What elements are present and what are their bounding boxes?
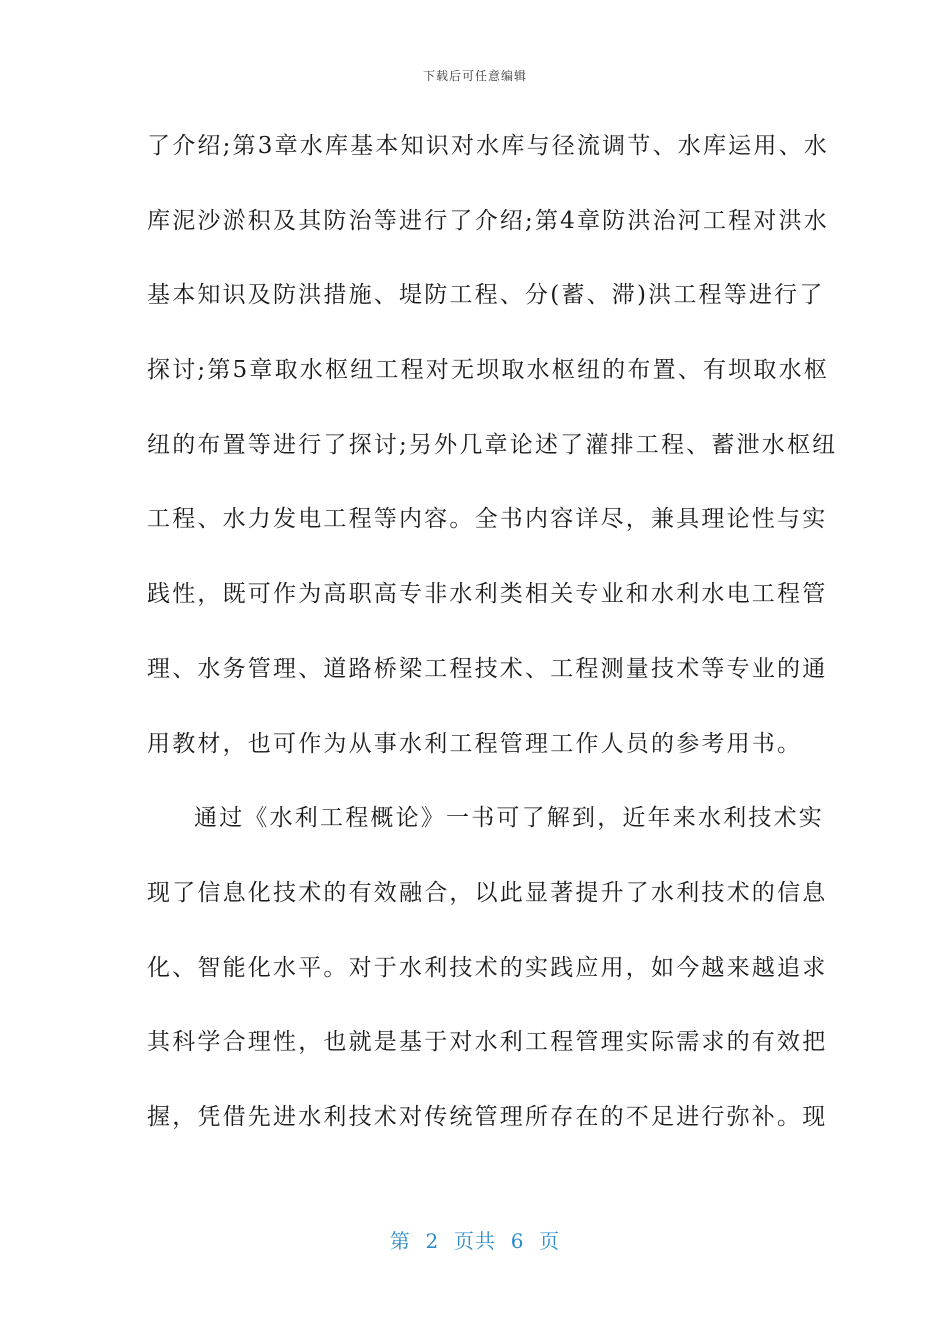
text-line: 现了信息化技术的有效融合，以此显著提升了水利技术的信息 xyxy=(147,879,828,906)
text-line: 践性，既可作为高职高专非水利类相关专业和水利水电工程管 xyxy=(147,581,828,608)
text-line: 握，凭借先进水利技术对传统管理所存在的不足进行弥补。现 xyxy=(147,1103,828,1130)
text-line: 工程、水力发电工程等内容。全书内容详尽，兼具理论性与实 xyxy=(147,506,828,533)
page-number-footer: 第 2 页共 6 页 xyxy=(389,1229,561,1253)
text-line: 其科学合理性，也就是基于对水利工程管理实际需求的有效把 xyxy=(147,1029,828,1056)
text-line: 库泥沙淤积及其防治等进行了介绍;第4章防洪治河工程对洪水 xyxy=(147,207,829,234)
text-line: 化、智能化水平。对于水利技术的实践应用，如今越来越追求 xyxy=(147,954,828,981)
paragraph-start-line: 通过《水利工程概论》一书可了解到，近年来水利技术实 xyxy=(194,805,824,832)
text-line: 了介绍;第3章水库基本知识对水库与径流调节、水库运用、水 xyxy=(147,133,829,159)
text-line: 用教材，也可作为从事水利工程管理工作人员的参考用书。 xyxy=(147,730,803,757)
text-line: 基本知识及防洪措施、堤防工程、分(蓄、滞)洪工程等进行了 xyxy=(147,282,825,309)
text-line: 探讨;第5章取水枢纽工程对无坝取水枢纽的布置、有坝取水枢 xyxy=(147,357,829,384)
page-header-note: 下载后可任意编辑 xyxy=(422,69,527,83)
text-line: 理、水务管理、道路桥梁工程技术、工程测量技术等专业的通 xyxy=(147,655,828,682)
text-line: 纽的布置等进行了探讨;另外几章论述了灌排工程、蓄泄水枢纽 xyxy=(147,431,838,458)
document-body xyxy=(147,116,838,1162)
